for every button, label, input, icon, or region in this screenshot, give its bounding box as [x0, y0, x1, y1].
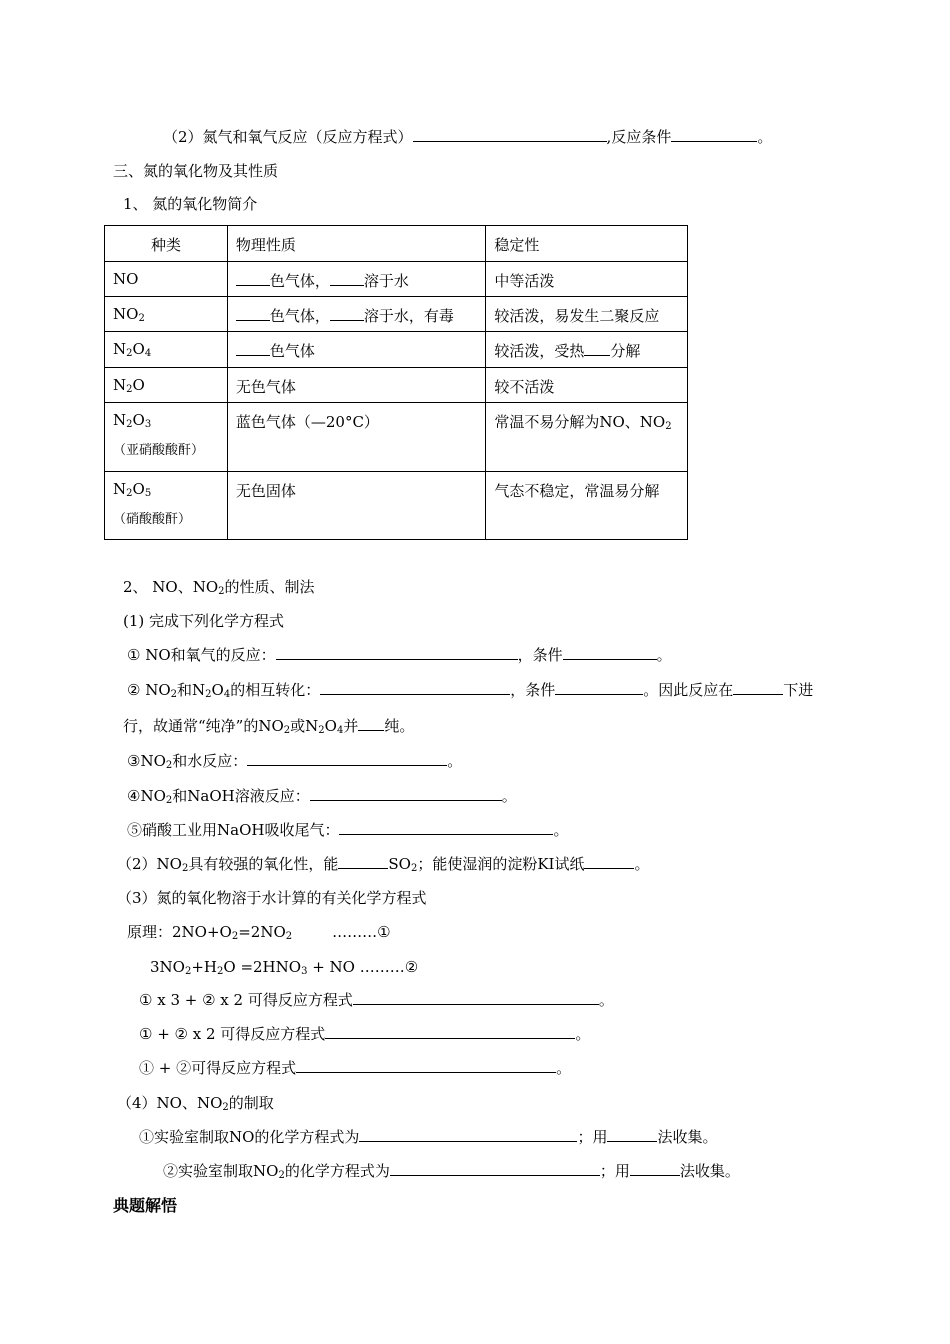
blank[interactable]: [584, 854, 634, 869]
oxide-note: （硝酸酸酐）: [113, 512, 192, 527]
oxide-stability: 较活泼，受热 分解: [486, 332, 688, 368]
blank[interactable]: [353, 990, 599, 1005]
table-row: [105, 368, 688, 403]
p2-line: $(2)NO_2$具有较强的氧化性，能 $SO_2$；能使湿润的淀粉KI试纸 。: [117, 855, 650, 874]
eq1-line: 原理：$2NO+O_2=2NO_2$ ………①: [127, 923, 391, 942]
p3-line: （3）氮的氧化物溶于水计算的有关化学方程式: [117, 889, 427, 907]
blank-equation[interactable]: [413, 127, 607, 142]
c1-line: ① x 3 + ② x 2 可得反应方程式 。: [139, 991, 614, 1009]
q2-line2: 行，故通常“纯净”的$NO_2$或$N_2O_4$并 纯。: [123, 717, 415, 736]
oxide-name: NO: [105, 262, 228, 297]
blank[interactable]: [236, 341, 270, 356]
blank[interactable]: [563, 645, 657, 660]
oxide-name: $N_2O_4$: [105, 332, 228, 368]
oxide-physical: 色气体: [227, 332, 486, 368]
blank[interactable]: [358, 716, 384, 731]
table-header-row: [105, 226, 688, 262]
blank[interactable]: [390, 1161, 600, 1176]
oxide-physical: 无色固体: [227, 472, 486, 540]
oxide-stability: 中等活泼: [486, 262, 688, 297]
blank[interactable]: [584, 341, 610, 356]
blank[interactable]: [276, 645, 518, 660]
oxide-physical: 无色气体: [227, 368, 486, 403]
q5-line: ⑤硝酸工业用NaOH吸收尾气： 。: [127, 821, 569, 839]
header-type: 种类: [105, 226, 228, 262]
oxide-stability: 较活泼，易发生二聚反应: [486, 297, 688, 332]
q3-line: $③NO_2$和水反应： 。: [127, 752, 463, 771]
header-physical: 物理性质: [227, 226, 486, 262]
section3-sub1: 1、 氮的氧化物简介: [123, 195, 258, 213]
blank[interactable]: [630, 1161, 680, 1176]
p4-line: （4）NO、$NO_2$的制取: [117, 1094, 274, 1113]
blank[interactable]: [320, 680, 510, 695]
oxide-stability: 常温不易分解为NO、$NO_2$: [486, 403, 688, 472]
blank[interactable]: [325, 1024, 575, 1039]
c2-line: ① + ② x 2 可得反应方程式 。: [139, 1025, 591, 1043]
footer-title: 典题解悟: [113, 1196, 178, 1215]
oxide-name: $N_2O_3$ （亚硝酸酸酐）: [105, 403, 228, 472]
c3-line: ① + ②可得反应方程式 。: [139, 1059, 572, 1077]
nitrogen-oxides-table: [104, 225, 688, 540]
blank[interactable]: [236, 306, 270, 321]
section3-title: 三、氮的氧化物及其性质: [113, 162, 279, 180]
oxide-name: $NO_2$: [105, 297, 228, 332]
blank[interactable]: [247, 751, 447, 766]
m1-line: ①实验室制取NO的化学方程式为 ；用 法收集。: [139, 1128, 718, 1146]
blank[interactable]: [310, 786, 502, 801]
q2-line: ② $NO_2$和$N_2O_4$的相互转化： ，条件 。因此反应在 下进: [127, 681, 814, 700]
table-row: [105, 472, 688, 540]
blank[interactable]: [330, 306, 364, 321]
oxide-stability: 气态不稳定，常温易分解: [486, 472, 688, 540]
oxide-physical: 色气体， 溶于水，有毒: [227, 297, 486, 332]
blank[interactable]: [330, 271, 364, 286]
blank[interactable]: [236, 271, 270, 286]
table-row: [105, 297, 688, 332]
blank[interactable]: [339, 820, 553, 835]
sec2-title: 2、 NO、$NO_2$的性质、制法: [123, 578, 315, 597]
blank[interactable]: [555, 680, 643, 695]
oxide-name: $N_2O_5$ （硝酸酸酐）: [105, 472, 228, 540]
blank[interactable]: [607, 1127, 657, 1142]
table-row: [105, 262, 688, 297]
oxide-name: $N_2O$: [105, 368, 228, 403]
table-row: [105, 332, 688, 368]
q1-line: ① NO和氧气的反应： ，条件 。: [127, 646, 672, 664]
blank[interactable]: [733, 680, 783, 695]
oxide-stability: 较不活泼: [486, 368, 688, 403]
sec2-p1: (1) 完成下列化学方程式: [123, 612, 285, 630]
table-row: [105, 403, 688, 472]
blank[interactable]: [359, 1127, 577, 1142]
item2-line: （2）氮气和氧气反应（反应方程式） ,反应条件 。: [163, 128, 773, 146]
q4-line: $④NO_2$和NaOH溶液反应： 。: [127, 787, 517, 806]
oxide-note: （亚硝酸酸酐）: [113, 443, 205, 458]
blank[interactable]: [338, 854, 388, 869]
oxide-physical: 蓝色气体（—20°C）: [227, 403, 486, 472]
m2-line: ②实验室制取$NO_2$的化学方程式为 ；用 法收集。: [163, 1162, 740, 1181]
oxide-physical: 色气体， 溶于水: [227, 262, 486, 297]
eq2-line: $3NO_2+H_2O =2HNO_3$ + NO ………②: [150, 958, 419, 977]
header-stability: 稳定性: [486, 226, 688, 262]
blank-condition[interactable]: [671, 127, 757, 142]
blank[interactable]: [296, 1058, 556, 1073]
